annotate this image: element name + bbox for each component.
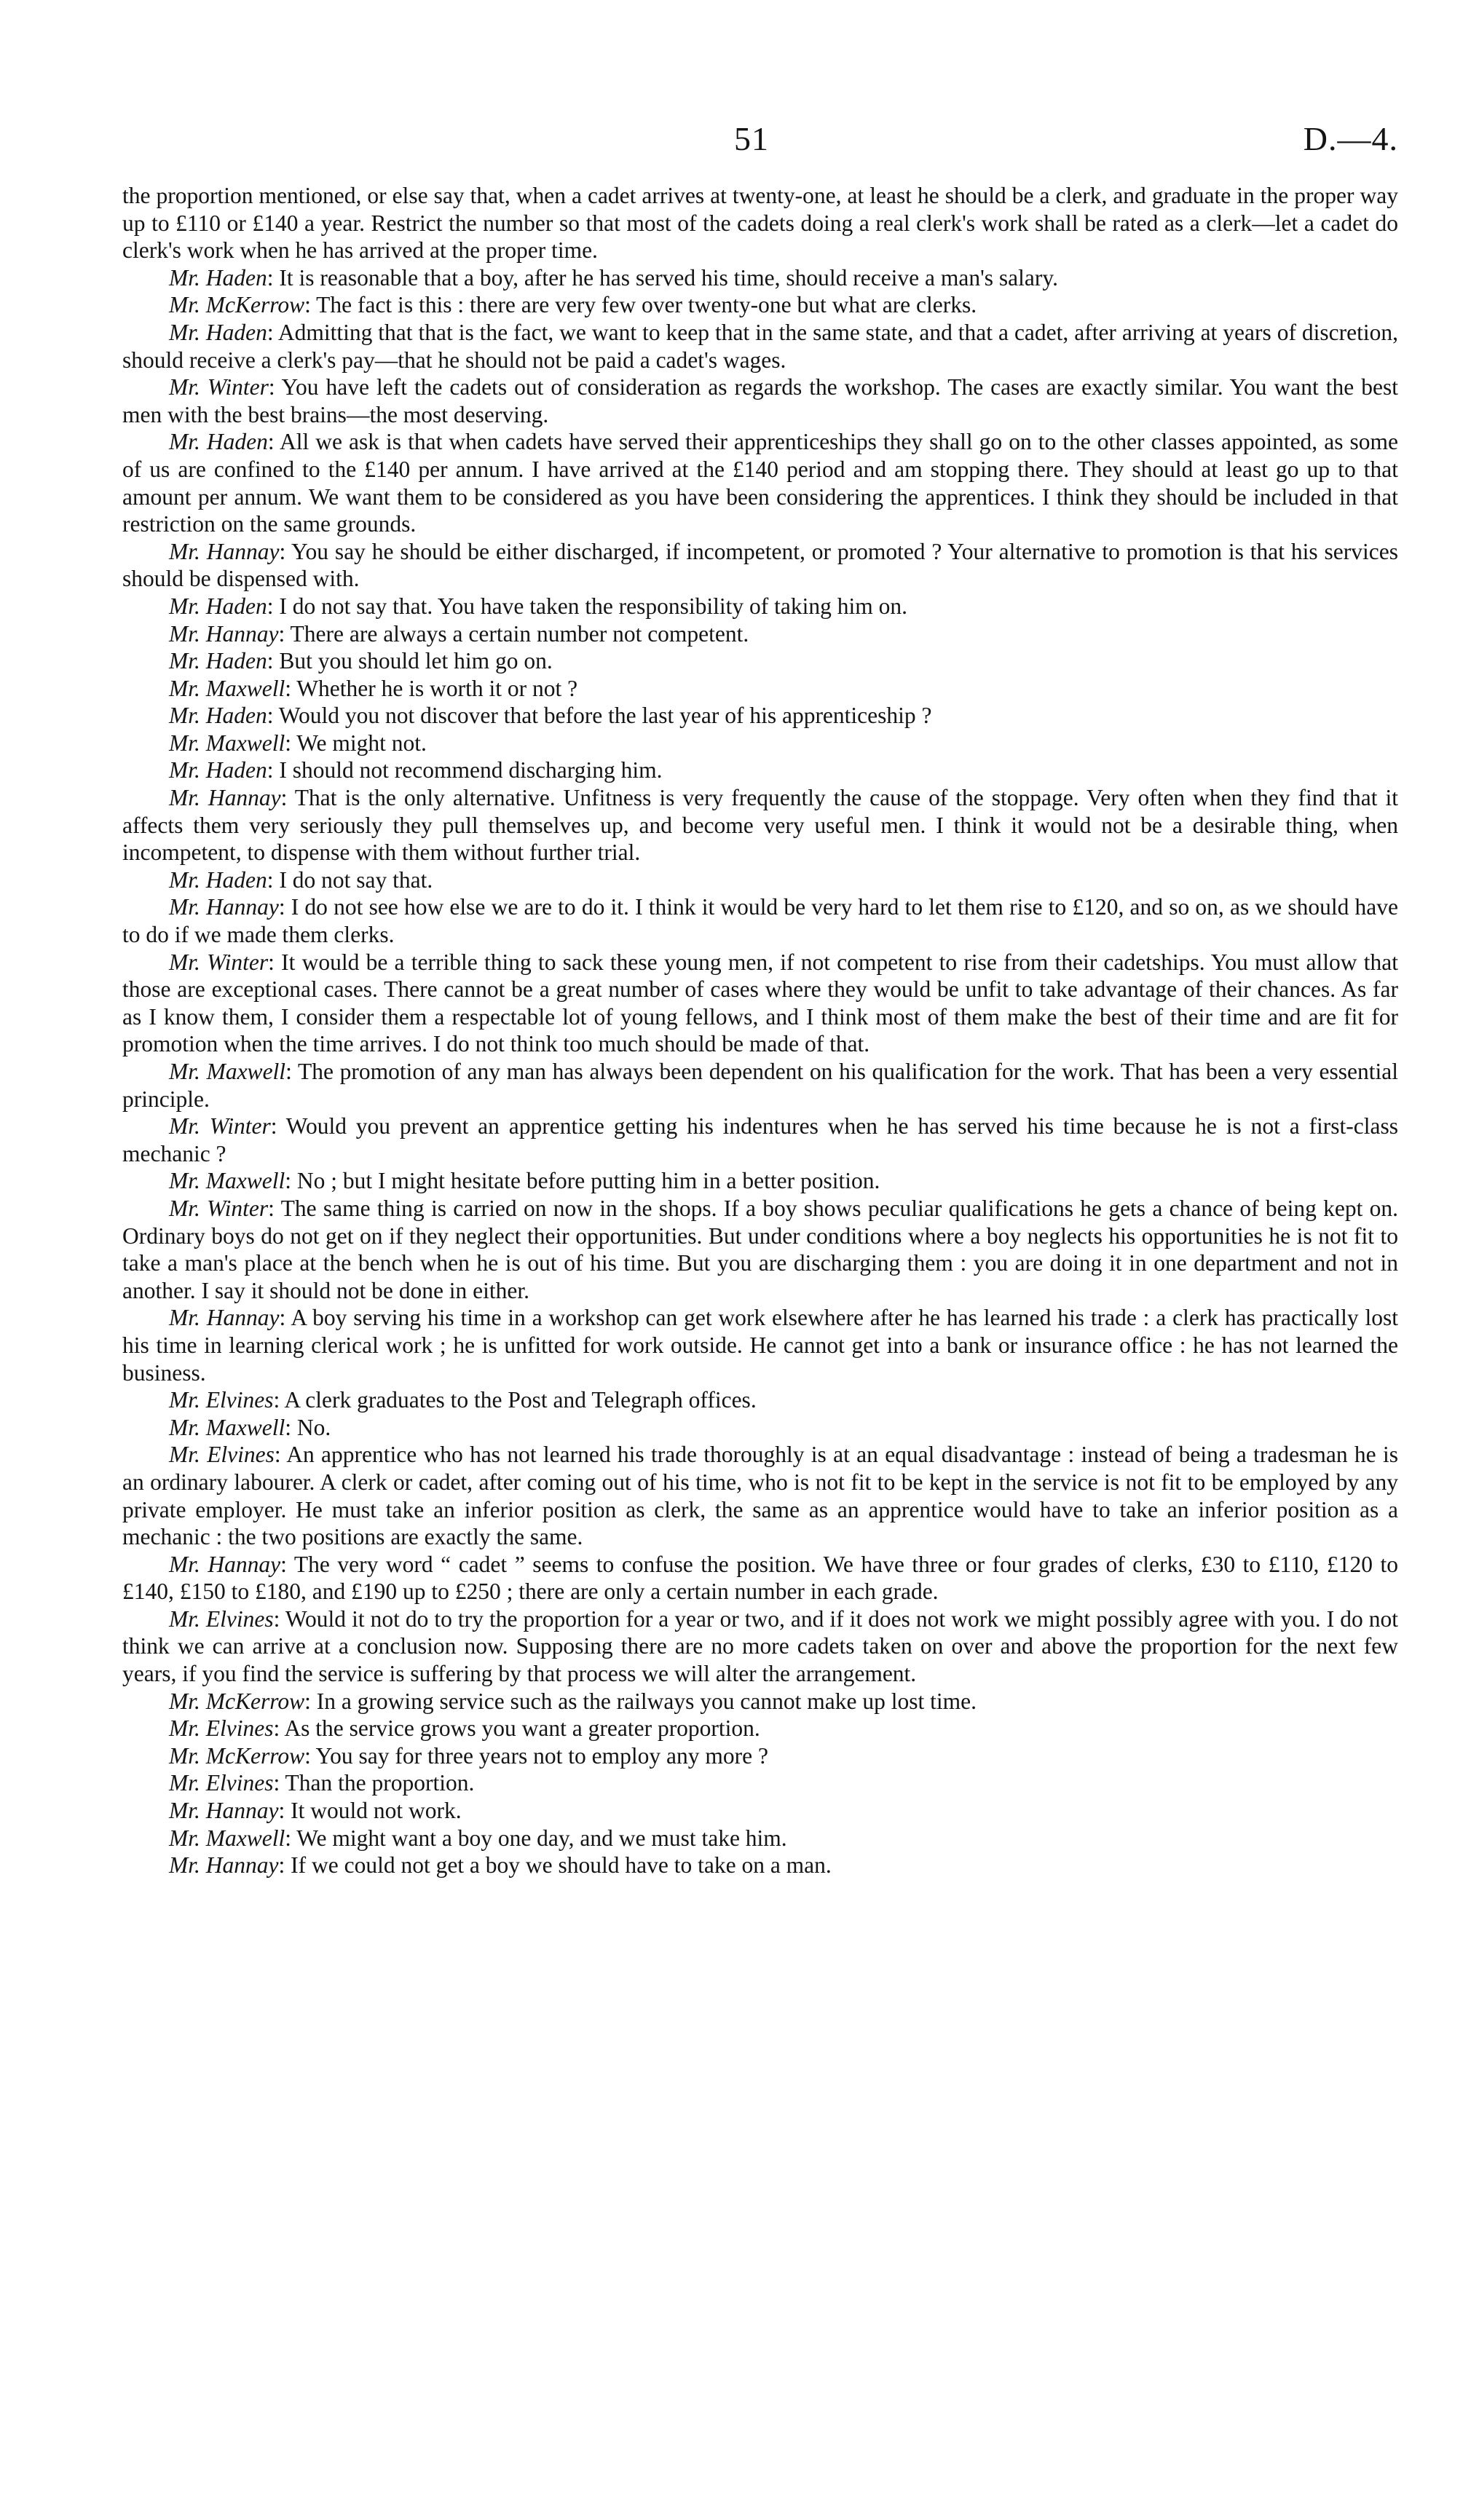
transcript-paragraph	[122, 1304, 1398, 1386]
speaker-name: Mr. Haden	[169, 703, 267, 729]
paragraph-text: : In a growing service such as the railways you cannot make up lost time.	[304, 1688, 977, 1714]
paragraph-text: : A clerk graduates to the Post and Telegraph offices.	[273, 1387, 757, 1413]
speaker-name: Mr. Elvines	[169, 1715, 274, 1742]
paragraph-text: : Would you prevent an apprentice getting his indentures when he has served his time because he is not a first-class mechanic ?	[122, 1113, 1398, 1166]
speaker-name: Mr. Maxwell	[169, 1414, 285, 1440]
speaker-name: Mr. Hannay	[169, 620, 279, 647]
speaker-name: Mr. Haden	[169, 429, 268, 455]
paragraph-text: : Would it not do to try the proportion for a year or two, and if it does not work we might possibly agree with you. I do not think we can arrive at a conclusion now. Supposing there are no more cadets taken on over and above the proportion for the next few years, if you find the service is suffering by that process we will alter the arrangement.	[122, 1605, 1398, 1687]
transcript-paragraph	[122, 1825, 1398, 1852]
page-header	[122, 102, 1398, 182]
speaker-name: Mr. Winter	[169, 949, 269, 975]
paragraph-text: : You say for three years not to employ any more ?	[304, 1742, 768, 1769]
speaker-name: Mr. Winter	[169, 1113, 271, 1139]
transcript-paragraph	[122, 702, 1398, 730]
transcript-paragraph	[122, 1167, 1398, 1195]
speaker-name: Mr. Hannay	[169, 1305, 280, 1331]
speaker-name: Mr. Elvines	[169, 1442, 275, 1468]
transcript-paragraph	[122, 291, 1398, 319]
speaker-name: Mr. Hannay	[169, 1798, 279, 1824]
transcript-paragraph	[122, 1441, 1398, 1550]
transcript-paragraph	[122, 1742, 1398, 1770]
paragraph-text: : I do not see how else we are to do it. I think it would be very hard to let them rise to £120, and so on, as we should have to do if we made them clerks.	[122, 894, 1398, 948]
speaker-name: Mr. Haden	[169, 593, 267, 619]
transcript-paragraph	[122, 893, 1398, 948]
paragraph-text: : There are always a certain number not competent.	[278, 620, 749, 647]
speaker-name: Mr. Maxwell	[169, 1825, 285, 1851]
transcript-paragraph	[122, 374, 1398, 428]
speaker-name: Mr. Hannay	[169, 785, 281, 811]
paragraph-text: : You have left the cadets out of consideration as regards the workshop. The cases are exactly similar. You want the best men with the best brains—the most deserving.	[122, 374, 1398, 427]
paragraph-text: : The same thing is carried on now in the shops. If a boy shows peculiar qualifications he gets a chance of being kept on. Ordinary boys do not get on if they neglect their opportunities. But under conditions where a boy neglects his opportunities he is not fit to take a man's place at the bench when he is out of his time. But you are discharging them : you are doing it in one department and not in another. I say it should not be done in either.	[122, 1195, 1398, 1303]
transcript-paragraph	[122, 1852, 1398, 1879]
paragraph-text: : A boy serving his time in a workshop can get work elsewhere after he has learned his trade : a clerk has practically lost his time in learning clerical work ; he is unfitted for work outside. He cannot get into a bank or insurance office : he has not learned the business.	[122, 1305, 1398, 1386]
speaker-name: Mr. McKerrow	[169, 1688, 305, 1714]
paragraph-text: : The promotion of any man has always been dependent on his qualification for the work. That has been a very essential principle.	[122, 1059, 1398, 1112]
transcript-paragraph	[122, 1688, 1398, 1715]
transcript-body	[122, 182, 1398, 1879]
transcript-paragraph	[122, 1715, 1398, 1742]
transcript-paragraph	[122, 784, 1398, 866]
paragraph-text: : You say he should be either discharged, if incompetent, or promoted ? Your alternative to promotion is that his services should be dispensed with.	[122, 538, 1398, 592]
speaker-name: Mr. Haden	[169, 264, 267, 291]
paragraph-text: : The very word “ cadet ” seems to confuse the position. We have three or four grades of clerks, £30 to £110, £120 to £140, £150 to £180, and £190 up to £250 ; there are only a certain number in each grade.	[122, 1551, 1398, 1605]
document-page	[122, 102, 1398, 1879]
speaker-name: Mr. Maxwell	[169, 675, 285, 701]
speaker-name: Mr. Elvines	[169, 1605, 274, 1632]
speaker-name: Mr. Maxwell	[169, 1168, 285, 1194]
speaker-name: Mr. Maxwell	[169, 730, 285, 756]
paragraph-text: : No ; but I might hesitate before putting him in a better position.	[285, 1168, 880, 1194]
transcript-paragraph	[122, 264, 1398, 292]
transcript-paragraph	[122, 1113, 1398, 1167]
transcript-paragraph	[122, 1414, 1398, 1442]
paragraph-text: : No.	[285, 1414, 331, 1440]
paragraph-text: : But you should let him go on.	[267, 648, 553, 674]
transcript-paragraph	[122, 949, 1398, 1058]
paragraph-text: : It is reasonable that a boy, after he has served his time, should receive a man's salary.	[267, 264, 1058, 291]
speaker-name: Mr. Hannay	[169, 538, 280, 564]
speaker-name: Mr. Haden	[169, 866, 267, 893]
document-code: D.—4.	[1303, 120, 1398, 157]
paragraph-text: : Would you not discover that before the last year of his apprenticeship ?	[267, 703, 932, 729]
speaker-name: Mr. Hannay	[169, 894, 279, 920]
page-number: 51	[734, 120, 769, 157]
transcript-paragraph	[122, 1797, 1398, 1825]
speaker-name: Mr. Winter	[169, 374, 269, 400]
paragraph-text: : That is the only alternative. Unfitness is very frequently the cause of the stoppage. Very often when they find that it affects them very seriously they pull themselves up, and become very useful men. I think it would not be a desirable thing, when incompetent, to dispense with them without further trial.	[122, 785, 1398, 866]
paragraph-text: : It would be a terrible thing to sack these young men, if not competent to rise from their cadetships. You must allow that those are exceptional cases. There cannot be a great number of cases where they would be unfit to take advantage of their chances. As far as I know them, I consider them a respectable lot of young fellows, and I think most of them make the best of their time and are fit for promotion when the time arrives. I do not think too much should be made of that.	[122, 949, 1398, 1057]
transcript-paragraph	[122, 1058, 1398, 1113]
paragraph-text: : I do not say that.	[267, 866, 433, 893]
transcript-paragraph	[122, 1386, 1398, 1414]
paragraph-text: : Whether he is worth it or not ?	[285, 675, 578, 701]
speaker-name: Mr. McKerrow	[169, 1742, 305, 1769]
paragraph-text: : Admitting that that is the fact, we want to keep that in the same state, and that a cadet, after arriving at years of discretion, should receive a clerk's pay—that he should not be paid a cadet's wages.	[122, 319, 1398, 373]
transcript-paragraph	[122, 1551, 1398, 1605]
paragraph-text: : The fact is this : there are very few over twenty-one but what are clerks.	[304, 292, 977, 318]
transcript-paragraph	[122, 675, 1398, 703]
paragraph-text: : An apprentice who has not learned his trade thoroughly is at an equal disadvantage : instead of being a tradesman he is an ordinary labourer. A clerk or cadet, after coming out of his time, who is not fit to be kept in the service is not fit to be employed by any private employer. He must take an inferior position as clerk, the same as an apprentice would have to take an inferior position as a mechanic : the two positions are exactly the same.	[122, 1442, 1398, 1550]
transcript-paragraph	[122, 647, 1398, 675]
transcript-paragraph	[122, 1195, 1398, 1304]
transcript-paragraph	[122, 757, 1398, 784]
paragraph-text: : It would not work.	[278, 1798, 462, 1824]
speaker-name: Mr. Hannay	[169, 1852, 279, 1879]
transcript-paragraph	[122, 620, 1398, 648]
transcript-paragraph	[122, 866, 1398, 894]
transcript-paragraph	[122, 1769, 1398, 1797]
speaker-name: Mr. Maxwell	[169, 1059, 286, 1084]
transcript-paragraph	[122, 319, 1398, 374]
paragraph-text: the proportion mentioned, or else say that, when a cadet arrives at twenty-one, at least he should be a clerk, and graduate in the proper way up to £110 or £140 a year. Restrict the number so that most of the cadets doing a real clerk's work shall be rated as a clerk—let a cadet do clerk's work when he has arrived at the proper time.	[122, 183, 1398, 264]
speaker-name: Mr. Elvines	[169, 1770, 274, 1796]
transcript-paragraph	[122, 182, 1398, 264]
speaker-name: Mr. Haden	[169, 648, 267, 674]
transcript-paragraph	[122, 593, 1398, 620]
speaker-name: Mr. Winter	[169, 1195, 269, 1221]
paragraph-text: : As the service grows you want a greater proportion.	[273, 1715, 760, 1742]
speaker-name: Mr. Hannay	[169, 1551, 281, 1577]
paragraph-text: : I do not say that. You have taken the responsibility of taking him on.	[267, 593, 908, 619]
paragraph-text: : If we could not get a boy we should have to take on a man.	[278, 1852, 832, 1879]
speaker-name: Mr. Elvines	[169, 1387, 274, 1413]
transcript-paragraph	[122, 1605, 1398, 1688]
speaker-name: Mr. Haden	[169, 757, 267, 783]
paragraph-text: : We might want a boy one day, and we must take him.	[285, 1825, 787, 1851]
paragraph-text: : We might not.	[285, 730, 427, 756]
transcript-paragraph	[122, 538, 1398, 593]
speaker-name: Mr. McKerrow	[169, 292, 305, 318]
paragraph-text: : Than the proportion.	[273, 1770, 475, 1796]
transcript-paragraph	[122, 730, 1398, 757]
transcript-paragraph	[122, 428, 1398, 537]
paragraph-text: : All we ask is that when cadets have served their apprenticeships they shall go on to the other classes appointed, as some of us are confined to the £140 per annum. I have arrived at the £140 period and am stopping there. They should at least go up to that amount per annum. We want them to be considered as you have been considering the apprentices. I think they should be included in that restriction on the same grounds.	[122, 429, 1398, 537]
paragraph-text: : I should not recommend discharging him.	[267, 757, 663, 783]
speaker-name: Mr. Haden	[169, 319, 267, 345]
